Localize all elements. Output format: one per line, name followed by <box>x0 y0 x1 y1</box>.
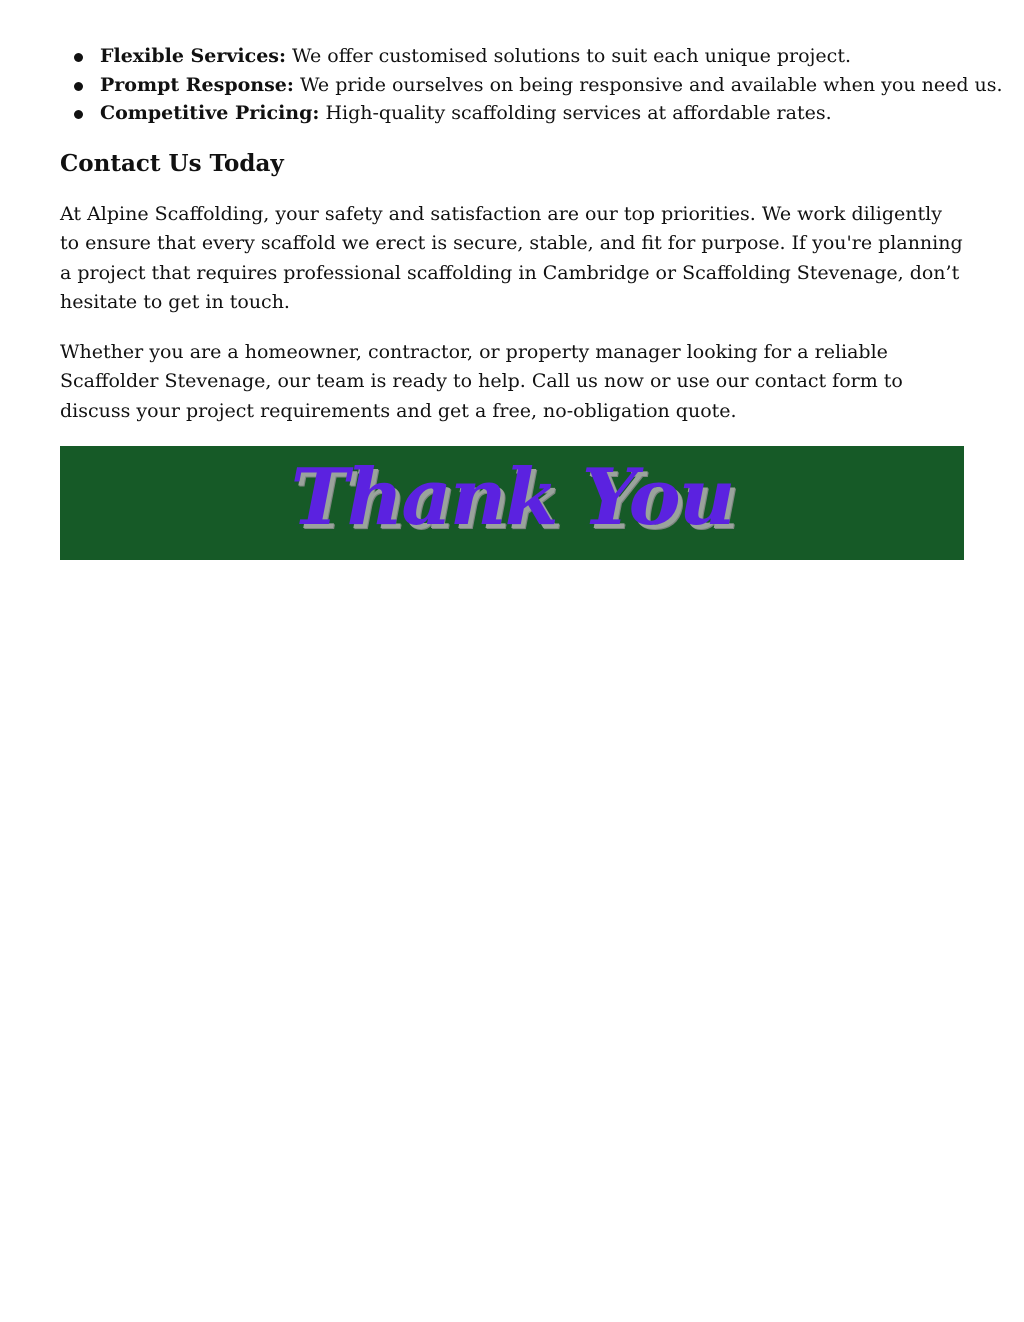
feature-description: High-quality scaffolding services at affordable rates. <box>319 102 832 124</box>
features-list <box>60 42 1003 128</box>
bullet-icon <box>74 110 83 119</box>
bullet-icon <box>74 53 83 62</box>
feature-term: Flexible Services: <box>100 45 286 67</box>
feature-description: We offer customised solutions to suit each unique project. <box>286 45 851 67</box>
feature-description: We pride ourselves on being responsive and available when you need us. <box>293 73 1003 96</box>
feature-item-prompt-response <box>60 71 1003 100</box>
contact-paragraph-1: At Alpine Scaffolding, your safety and satisfaction are our top priorities. We work diligently to ensure that every scaffold we erect is secure, stable, and fit for purpose. If you're planning a project that requires professional scaffolding in Cambridge or Scaffolding Stevenage, don’t hesitate to get in touch. <box>60 202 963 313</box>
contact-paragraph-2: Whether you are a homeowner, contractor, or property manager looking for a reliable Scaffolder Stevenage, our team is ready to help. Call us now or use our contact form to discuss your project requirements and get a free, no-obligation quote. <box>60 340 903 422</box>
bullet-icon <box>74 82 83 91</box>
contact-section-title: Contact Us Today <box>60 149 284 177</box>
thank-you-banner <box>60 446 964 560</box>
feature-item-competitive-pricing <box>60 99 964 128</box>
document-page <box>60 42 1003 560</box>
feature-item-flexible-services <box>60 42 964 71</box>
feature-term: Competitive Pricing: <box>100 102 320 124</box>
thank-you-text: Thank You <box>290 452 734 543</box>
feature-term: Prompt Response: <box>100 73 294 96</box>
